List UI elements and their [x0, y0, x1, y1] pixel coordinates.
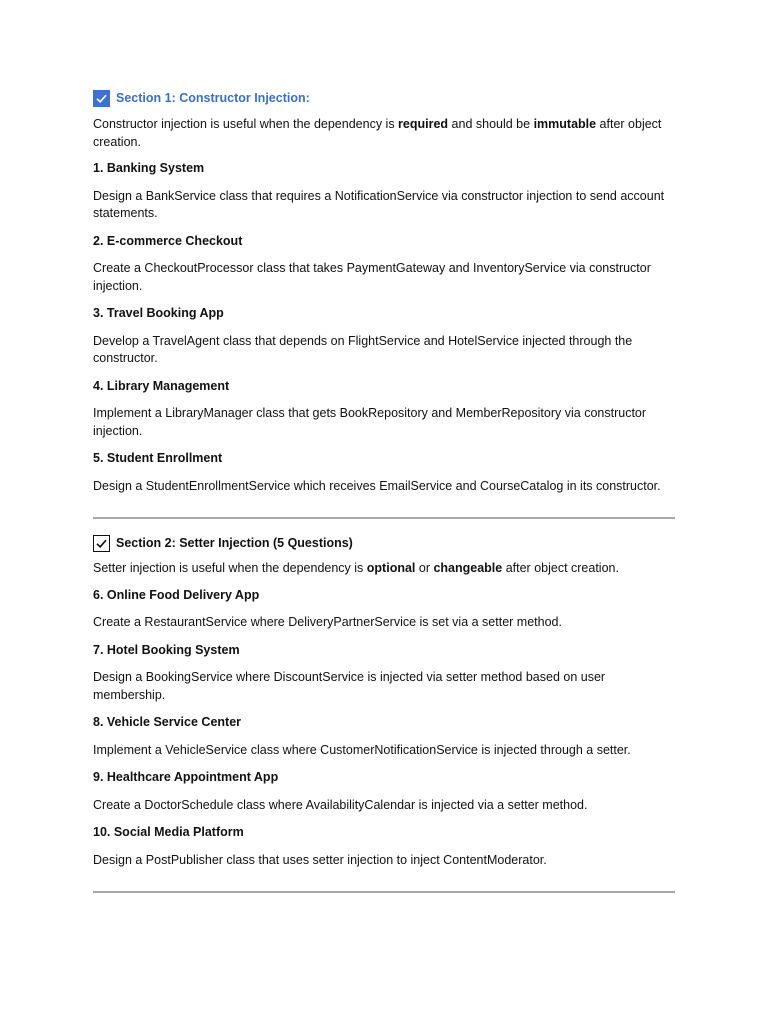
intro-bold-text: changeable	[433, 561, 503, 575]
question-description: Implement a VehicleService class where CustomerNotificationService is injected through a setter.	[93, 742, 631, 757]
intro-bold-text: required	[398, 117, 449, 131]
section-1-heading	[93, 88, 675, 108]
question-title: 6. Online Food Delivery App	[93, 587, 260, 602]
checkbox-checked-blue-icon	[93, 90, 110, 107]
question-description: Create a RestaurantService where DeliveryPartnerService is set via a setter method.	[93, 615, 562, 629]
intro-text: after object creation.	[93, 117, 662, 149]
section-divider	[93, 891, 675, 893]
section-2-heading	[93, 533, 675, 553]
intro-text: or	[415, 561, 434, 575]
question-title: 10. Social Media Platform	[93, 825, 244, 839]
question-title: 3. Travel Booking App	[93, 306, 224, 320]
question-description: Design a StudentEnrollmentService which receives EmailService and CourseCatalog in its constructor.	[93, 478, 661, 493]
question-title: 8. Vehicle Service Center	[93, 715, 242, 729]
intro-bold-text: optional	[366, 561, 416, 575]
question-title: 4. Library Management	[93, 378, 230, 393]
intro-bold-text: immutable	[533, 117, 597, 131]
question-description: Create a DoctorSchedule class where AvailabilityCalendar is injected via a setter method.	[93, 797, 588, 812]
question-title: 5. Student Enrollment	[93, 451, 223, 465]
checkbox-checked-icon	[93, 535, 110, 552]
section-2-title: Section 2: Setter Injection (5 Questions)	[116, 536, 353, 550]
section-1-title: Section 1: Constructor Injection:	[116, 91, 310, 105]
section-1-intro	[93, 116, 675, 151]
intro-text: Constructor injection is useful when the dependency is	[93, 117, 399, 131]
document-content	[93, 88, 675, 907]
question-description: Design a BookingService where DiscountService is injected via setter method based on user membership.	[93, 670, 606, 702]
section-2-intro	[93, 560, 675, 578]
intro-text: and should be	[448, 117, 534, 131]
question-title: 1. Banking System	[93, 161, 205, 175]
question-description: Create a CheckoutProcessor class that takes PaymentGateway and InventoryService via constructor injection.	[93, 261, 651, 293]
question-title: 9. Healthcare Appointment App	[93, 770, 279, 784]
question-description: Develop a TravelAgent class that depends on FlightService and HotelService injected through the constructor.	[93, 333, 633, 365]
intro-text: after object creation.	[502, 561, 619, 575]
question-description: Implement a LibraryManager class that gets BookRepository and MemberRepository via constructor injection.	[93, 406, 647, 438]
question-title: 7. Hotel Booking System	[93, 642, 240, 657]
question-description: Design a BankService class that requires a NotificationService via constructor injection to send account statements.	[93, 188, 665, 220]
question-title: 2. E-commerce Checkout	[93, 233, 243, 248]
intro-text: Setter injection is useful when the dependency is	[93, 561, 367, 575]
question-description: Design a PostPublisher class that uses setter injection to inject ContentModerator.	[93, 852, 547, 867]
section-divider	[93, 517, 675, 519]
